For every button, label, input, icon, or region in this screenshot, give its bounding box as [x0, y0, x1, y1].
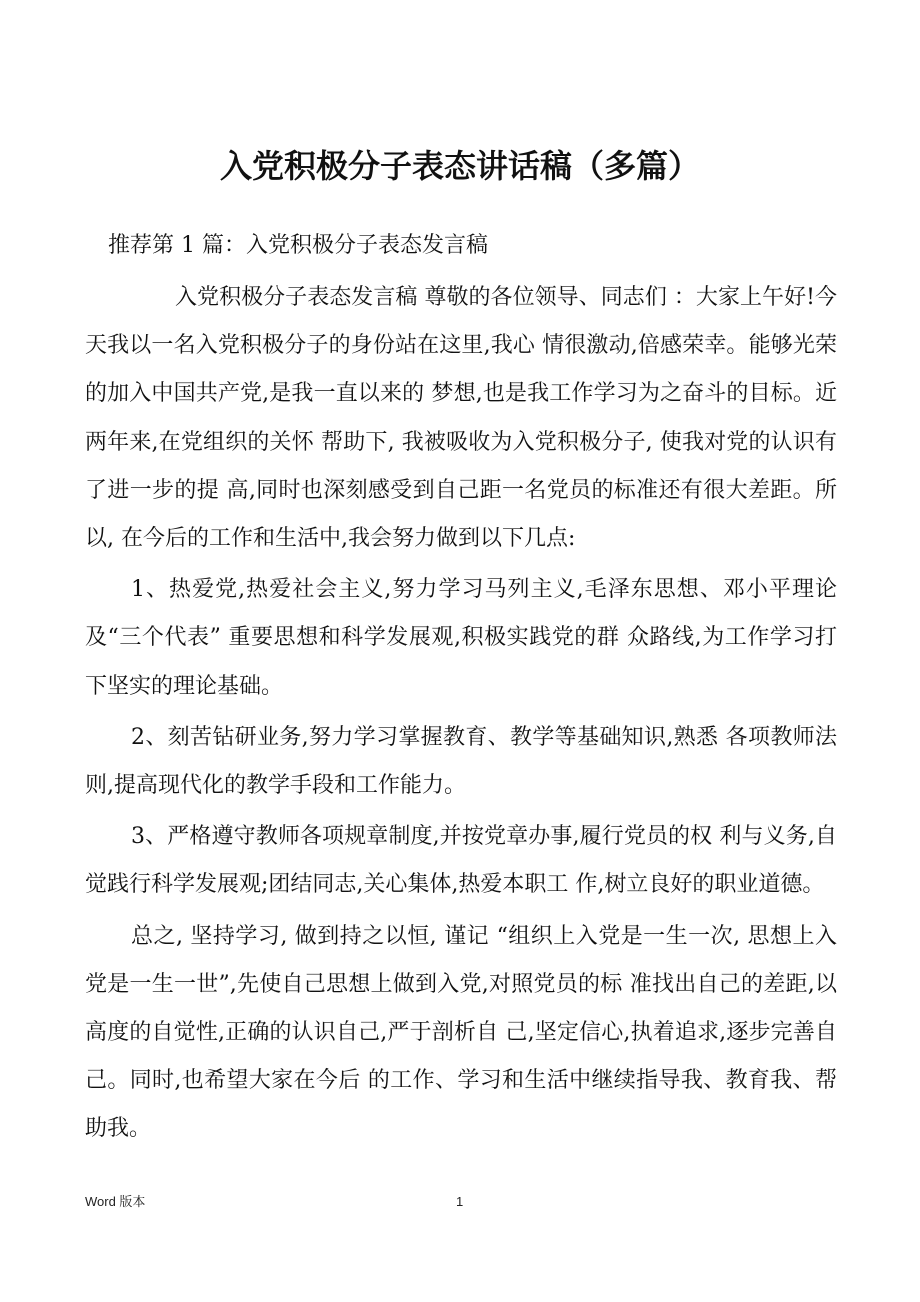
section-heading: 推荐第 1 篇：入党积极分子表态发言稿: [108, 233, 488, 258]
paragraph-point-2: 2、刻苦钻研业务,努力学习掌握教育、教学等基础知识,熟悉 各项教师法则,提高现代化的教学手段和工作能力。: [85, 724, 837, 799]
paragraph-intro: 入党积极分子表态发言稿 尊敬的各位领导、同志们 ：大家上午好!今天我以一名入党积极分子的身份站在这里,我心 情很激动,倍感荣幸。能够光荣的加入中国共产党,是我一直以来的 梦想,也是我工作学习为之奋斗的目标。近两年来,在党组织的关怀 帮助下, 我被吸收为入党积极分子, 使我对党的认识有了进一步的提 高,同时也深刻感受到自己距一名党员的标准还有很大差距。所以, 在今后的工作和生活中,我会努力做到以下几点:: [85, 285, 837, 552]
footer-version-label: Word 版本: [85, 1194, 146, 1209]
footer-page-number: 1: [456, 1194, 464, 1209]
document-body: [85, 274, 837, 1154]
document-title: 入党积极分子表态讲话稿（多篇）: [219, 147, 700, 185]
paragraph-point-3: 3、严格遵守教师各项规章制度,并按党章办事,履行党员的权 利与义务,自觉践行科学发展观;团结同志,关心集体,热爱本职工 作,树立良好的职业道德。: [85, 824, 837, 898]
paragraph-conclusion: 总之, 坚持学习, 做到持之以恒, 谨记 “组织上入党是一生一次, 思想上入党是一生一世”,先使自己思想上做到入党,对照党员的标 准找出自己的差距,以高度的自觉性,正确的认识自己,严于剖析自 己,坚定信心,执着追求,逐步完善自己。同时,也希望大家在今后 的工作、学习和生活中继续指导我、教育我、帮助我。: [85, 923, 837, 1142]
paragraph-point-1: 1、热爱党,热爱社会主义,努力学习马列主义,毛泽东思想、邓小平理论及“三个代表” 重要思想和科学发展观,积极实践党的群 众路线,为工作学习打下坚实的理论基础。: [85, 577, 837, 699]
